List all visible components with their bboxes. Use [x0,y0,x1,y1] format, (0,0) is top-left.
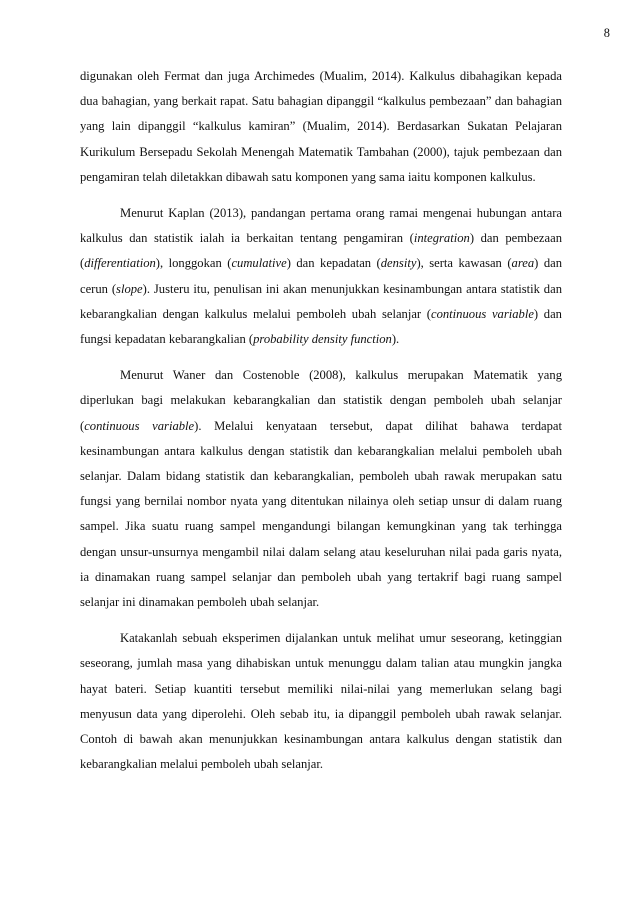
paragraph [80,363,562,615]
text-run: Katakanlah sebuah eksperimen dijalankan untuk melihat umur seseorang, ketinggian seseorang, jumlah masa yang dihabiskan untuk menunggu dalam talian atau mungkin jangka hayat bateri. Setiap kuantiti tersebut memiliki nilai-nilai yang memerlukan selang bagi menyusun data yang diperolehi. Oleh sebab itu, ia dipanggil pemboleh ubah rawak selanjar. Contoh di bawah akan menunjukkan kesinambungan antara kalkulus dengan statistik dan kebarangkalian melalui pemboleh ubah selanjar. [80,631,562,772]
italic-term: probability density function [253,332,392,347]
text-run: ). Justeru itu, penulisan ini akan menunjukkan kesinambungan antara statistik dan kebarangkalian dengan kalkulus melalui pemboleh ubah selanjar ( [80,281,562,321]
page-number: 8 [603,26,610,40]
italic-term: continuous variable [431,306,534,321]
italic-term: slope [116,281,143,296]
text-run: Menurut Waner dan Costenoble (2008), kalkulus merupakan Matematik yang diperlukan bagi melakukan kebarangkalian dan statistik dengan pemboleh ubah selanjar ( [80,368,562,433]
text-run: digunakan oleh Fermat dan juga Archimedes (Mualim, 2014). Kalkulus dibahagikan kepada dua bahagian, yang berkait rapat. Satu bahagian dipanggil “kalkulus pembezaan” dan bahagian yang lain dipanggil “kalkulus kamiran” (Mualim, 2014). Berdasarkan Sukatan Pelajaran Kurikulum Bersepadu Sekolah Menengah Matematik Tambahan (2000), tajuk pembezaan dan pengamiran telah diletakkan dibawah satu komponen yang sama iaitu komponen kalkulus. [80,69,562,184]
paragraph [80,626,562,777]
italic-term: integration [413,231,470,246]
paragraph [80,201,562,352]
text-run: Menurut Kaplan (2013), pandangan pertama orang ramai mengenai hubungan antara kalkulus dan statistik ialah ia berkaitan tentang pengamiran ( [80,206,562,246]
text-run: ), serta kawasan ( [416,256,512,271]
text-run: ). [391,332,400,347]
text-run: ) dan kepadatan ( [286,256,381,271]
italic-term: density [380,256,417,271]
text-run: ). Melalui kenyataan tersebut, dapat dilihat bahawa terdapat kesinambungan antara kalkulus dengan statistik dan kebarangkalian melalui pemboleh ubah selanjar. Dalam bidang statistik dan kebarangkalian, pemboleh ubah rawak merupakan satu fungsi yang bernilai nombor nyata yang ditentukan nilainya oleh setiap unsur di dalam ruang sampel. Jika suatu ruang sampel mengandungi bilangan kemungkinan yang tak terhingga dengan unsur-unsurnya mengambil nilai dalam selang atau keseluruhan nilai pada garis nyata, ia dinamakan ruang sampel selanjar dan pemboleh ubah yang tertakrif bagi ruang sampel selanjar ini dinamakan pemboleh ubah selanjar. [80,418,563,610]
text-run: ) dan fungsi kepadatan kebarangkalian ( [80,306,562,347]
text-run: ) dan pembezaan ( [80,231,562,271]
italic-term: cumulative [231,256,287,271]
italic-term: continuous variable [84,418,195,433]
text-run: ), longgokan ( [155,256,232,271]
italic-term: differentiation [84,256,156,271]
paragraph [80,64,562,190]
italic-term: area [511,256,535,271]
text-run: ) dan cerun ( [80,256,563,296]
body-text [80,64,562,788]
